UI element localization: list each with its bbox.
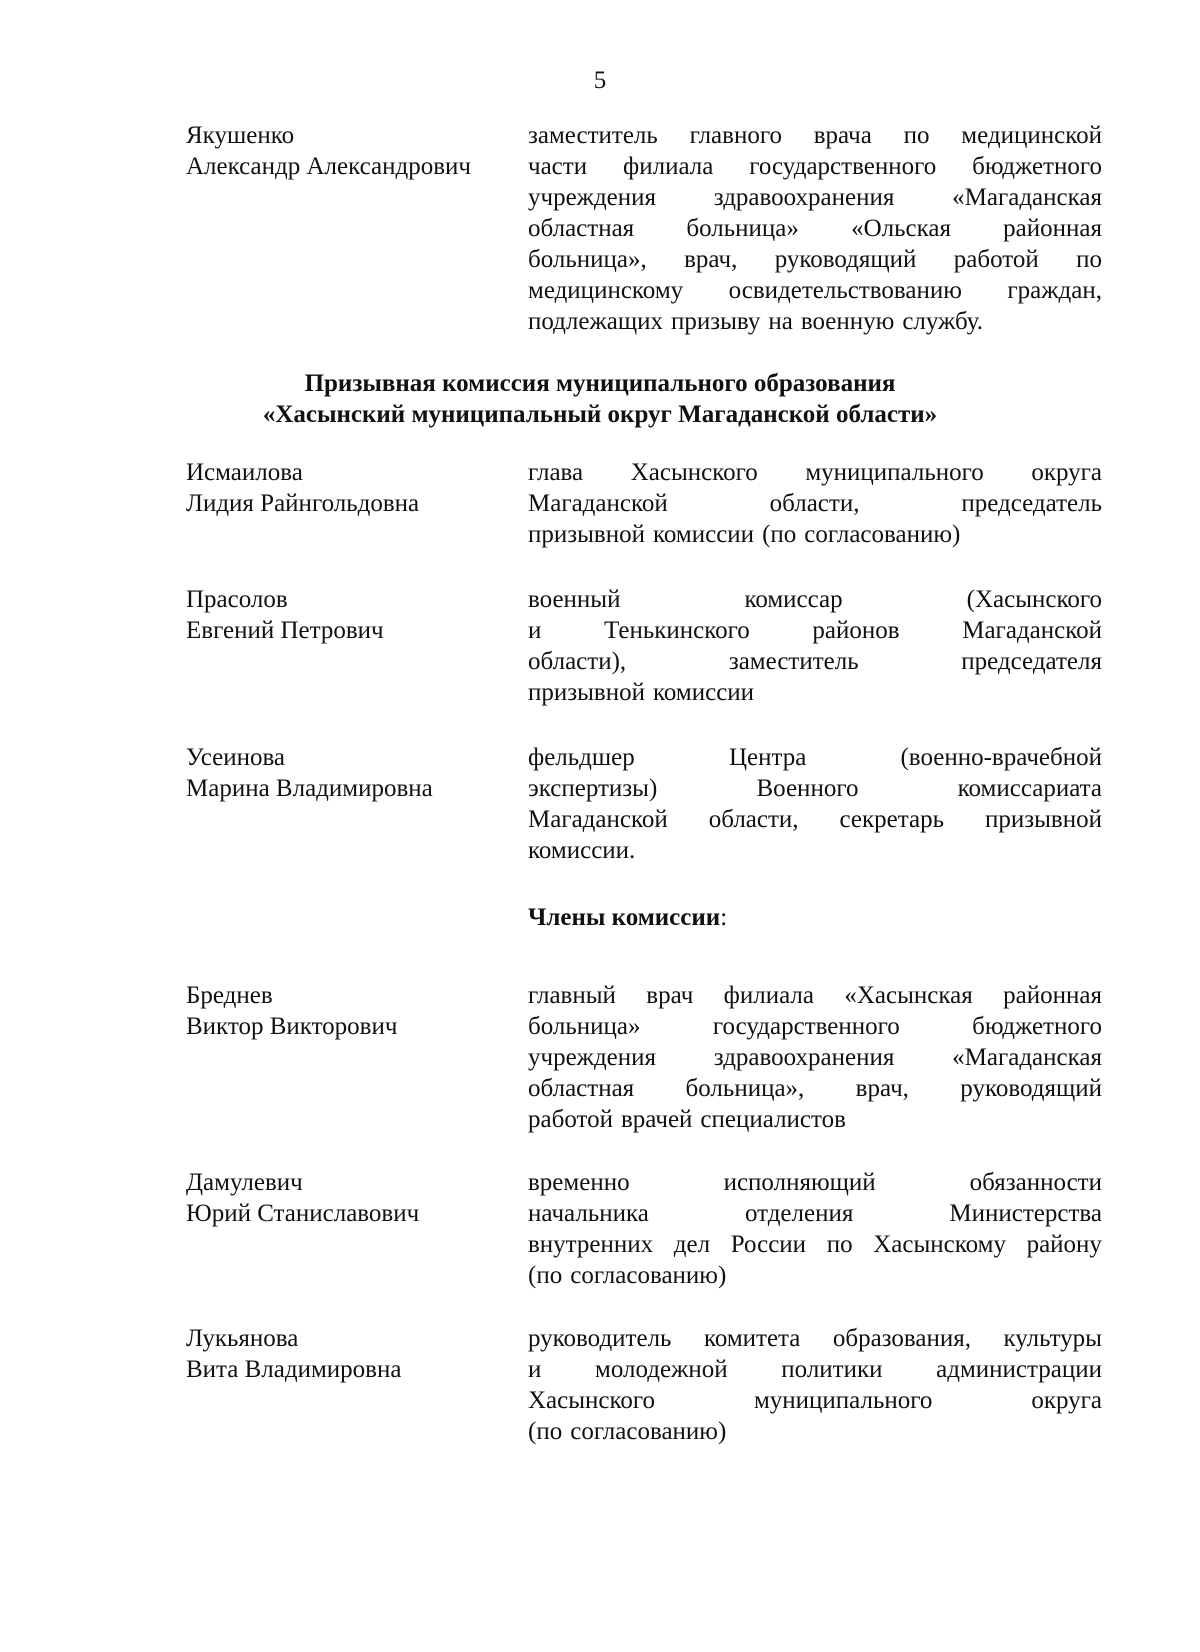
position-word: больница»	[686, 215, 799, 242]
position-word: начальника	[528, 1200, 649, 1227]
position-word: призывной	[984, 806, 1102, 833]
position-word: дел	[673, 1231, 711, 1258]
position-word: работой	[528, 1106, 613, 1133]
member-name	[186, 1167, 506, 1229]
member-surname: Дамулевич	[186, 1169, 303, 1196]
position-word: больница»,	[528, 246, 647, 273]
position-word: подлежащих	[528, 308, 663, 335]
commission-heading	[0, 368, 1200, 430]
member-surname: Исмаилова	[186, 459, 303, 486]
member-position	[528, 980, 1102, 1135]
position-word: обязанности	[969, 1169, 1102, 1196]
position-word: врача	[813, 122, 872, 149]
position-word: муниципального	[753, 1387, 933, 1414]
position-line	[528, 120, 1102, 151]
position-word: Магаданской	[528, 490, 668, 517]
position-line	[528, 1416, 1102, 1447]
position-word: освидетельствованию	[728, 277, 962, 304]
position-line	[528, 1260, 1102, 1291]
member-given-names: Виктор Викторович	[186, 1013, 398, 1040]
position-word: комиссии	[653, 679, 755, 706]
position-word: учреждения	[528, 1044, 657, 1071]
position-word: «Магаданская	[952, 1044, 1102, 1071]
member-given-names: Марина Владимировна	[186, 775, 433, 802]
commission-heading-line: Призывная комиссия муниципального образования	[304, 370, 896, 397]
position-word: комиссар	[744, 586, 843, 613]
position-word: комиссии	[653, 521, 755, 548]
position-word: по	[903, 122, 930, 149]
position-line	[528, 1104, 1102, 1135]
position-word: филиала	[623, 153, 714, 180]
position-word: работой	[953, 246, 1039, 273]
position-line	[528, 677, 1102, 708]
position-line	[528, 306, 1102, 337]
position-word: России	[730, 1231, 807, 1258]
position-line	[528, 213, 1102, 244]
position-word: граждан,	[1007, 277, 1102, 304]
member-surname: Якушенко	[186, 122, 295, 149]
position-word: исполняющий	[723, 1169, 876, 1196]
position-line	[528, 275, 1102, 306]
position-word: Военного	[756, 775, 859, 802]
position-line	[528, 646, 1102, 677]
member-given-names: Вита Владимировна	[186, 1356, 402, 1383]
position-word: округа	[1031, 459, 1102, 486]
position-word: Магаданской	[528, 806, 668, 833]
position-word: отделения	[744, 1200, 854, 1227]
commission-heading-line: «Хасынский муниципальный округ Магаданской области»	[262, 401, 938, 428]
position-word: области,	[769, 490, 860, 517]
position-word: заместитель	[528, 122, 658, 149]
member-name	[186, 584, 506, 646]
position-word: области),	[528, 648, 627, 675]
member-surname: Прасолов	[186, 586, 288, 613]
position-word: врач	[646, 982, 694, 1009]
position-word: Хасынского	[528, 1387, 656, 1414]
position-word: району	[1026, 1231, 1102, 1258]
position-word: согласованию)	[570, 1418, 727, 1445]
position-word: фельдшер	[528, 744, 635, 771]
position-word: главный	[528, 982, 616, 1009]
position-word: филиала	[723, 982, 814, 1009]
position-word: руководящий	[960, 1075, 1102, 1102]
members-heading-label: Члены комиссии	[528, 904, 721, 931]
position-word: округа	[1031, 1387, 1102, 1414]
member-position	[528, 457, 1102, 550]
position-word: Министерства	[949, 1200, 1102, 1227]
position-word: культуры	[1003, 1325, 1102, 1352]
members-heading	[528, 902, 727, 933]
position-word: областная	[528, 215, 635, 242]
member-name	[186, 980, 506, 1042]
member-position	[528, 584, 1102, 708]
position-word: «Магаданская	[952, 184, 1102, 211]
position-line	[528, 1198, 1102, 1229]
position-line	[528, 742, 1102, 773]
position-word: здравоохранения	[713, 184, 895, 211]
member-surname: Бреднев	[186, 982, 273, 1009]
position-word: секретарь	[839, 806, 944, 833]
position-word: на	[768, 308, 793, 335]
position-line	[528, 1323, 1102, 1354]
position-line	[528, 457, 1102, 488]
position-line	[528, 584, 1102, 615]
position-word: врачей	[620, 1106, 693, 1133]
position-word: части	[528, 153, 588, 180]
position-word: службу.	[902, 308, 984, 335]
position-word: «Ольская	[851, 215, 951, 242]
member-position	[528, 1323, 1102, 1447]
position-line	[528, 519, 1102, 550]
position-line	[528, 488, 1102, 519]
position-word: руководитель	[528, 1325, 672, 1352]
position-line	[528, 151, 1102, 182]
position-word: администрации	[936, 1356, 1102, 1383]
position-line	[528, 244, 1102, 275]
position-word: учреждения	[528, 184, 657, 211]
position-word: комиссии.	[528, 837, 636, 864]
position-word: военный	[528, 586, 621, 613]
position-word: бюджетного	[972, 1013, 1102, 1040]
position-line	[528, 980, 1102, 1011]
position-word: комиссариата	[957, 775, 1102, 802]
position-word: (по	[528, 1418, 563, 1445]
position-line	[528, 615, 1102, 646]
position-line	[528, 1042, 1102, 1073]
position-word: государственного	[749, 153, 937, 180]
member-position	[528, 1167, 1102, 1291]
position-word: врач,	[855, 1075, 909, 1102]
position-line	[528, 182, 1102, 213]
position-line	[528, 1385, 1102, 1416]
position-word: Магаданской	[962, 617, 1102, 644]
position-word: муниципального	[805, 459, 984, 486]
position-word: комитета	[703, 1325, 801, 1352]
member-given-names: Лидия Райнгольдовна	[186, 490, 420, 517]
position-line	[528, 835, 1102, 866]
member-position	[528, 120, 1102, 337]
position-word: по	[826, 1231, 853, 1258]
position-word: области,	[708, 806, 799, 833]
position-word: внутренних	[528, 1231, 654, 1258]
position-line	[528, 1073, 1102, 1104]
position-line	[528, 1229, 1102, 1260]
member-name	[186, 457, 506, 519]
member-name	[186, 742, 506, 804]
position-line	[528, 773, 1102, 804]
position-word: районная	[1003, 215, 1102, 242]
position-word: и	[528, 617, 542, 644]
position-line	[528, 1354, 1102, 1385]
position-word: медицинскому	[528, 277, 684, 304]
position-word: Центра	[728, 744, 807, 771]
position-word: врач,	[684, 246, 738, 273]
position-word: Хасынского	[630, 459, 758, 486]
position-word: призывной	[528, 679, 645, 706]
position-word: (военно-врачебной	[900, 744, 1102, 771]
position-word: больница»	[528, 1013, 641, 1040]
member-given-names: Юрий Станиславович	[186, 1200, 420, 1227]
position-word: «Хасынская	[844, 982, 973, 1009]
position-word: медицинской	[961, 122, 1102, 149]
position-line	[528, 1167, 1102, 1198]
position-word: и	[528, 1356, 542, 1383]
position-word: больница»,	[685, 1075, 805, 1102]
position-word: (по	[762, 521, 797, 548]
position-word: руководящий	[774, 246, 917, 273]
position-word: районов	[812, 617, 900, 644]
position-word: бюджетного	[972, 153, 1102, 180]
member-position	[528, 742, 1102, 866]
position-word: глава	[528, 459, 584, 486]
position-word: районная	[1003, 982, 1102, 1009]
position-word: Хасынскому	[873, 1231, 1006, 1258]
position-word: здравоохранения	[713, 1044, 895, 1071]
position-word: по	[1076, 246, 1102, 273]
position-word: временно	[528, 1169, 630, 1196]
member-name	[186, 1323, 506, 1385]
position-word: государственного	[712, 1013, 900, 1040]
position-word: областная	[528, 1075, 635, 1102]
position-word: (Хасынского	[966, 586, 1102, 613]
position-word: заместитель	[728, 648, 859, 675]
member-name	[186, 120, 506, 182]
position-word: согласованию)	[570, 1262, 727, 1289]
position-word: экспертизы)	[528, 775, 658, 802]
member-surname: Лукьянова	[186, 1325, 299, 1352]
position-word: председателя	[961, 648, 1102, 675]
position-line	[528, 804, 1102, 835]
page-number: 5	[593, 67, 607, 94]
position-word: главного	[689, 122, 782, 149]
member-surname: Усеинова	[186, 744, 286, 771]
position-line	[528, 1011, 1102, 1042]
position-word: специалистов	[700, 1106, 846, 1133]
position-word: политики	[781, 1356, 883, 1383]
position-word: председатель	[961, 490, 1102, 517]
member-given-names: Александр Александрович	[186, 153, 471, 180]
members-heading-suffix: :	[720, 904, 728, 931]
position-word: призыву	[670, 308, 761, 335]
position-word: военную	[800, 308, 895, 335]
position-word: согласованию)	[804, 521, 961, 548]
member-given-names: Евгений Петрович	[186, 617, 384, 644]
position-word: (по	[528, 1262, 563, 1289]
position-word: образования,	[832, 1325, 971, 1352]
position-word: молодежной	[595, 1356, 728, 1383]
position-word: призывной	[528, 521, 645, 548]
position-word: Тенькинского	[604, 617, 750, 644]
